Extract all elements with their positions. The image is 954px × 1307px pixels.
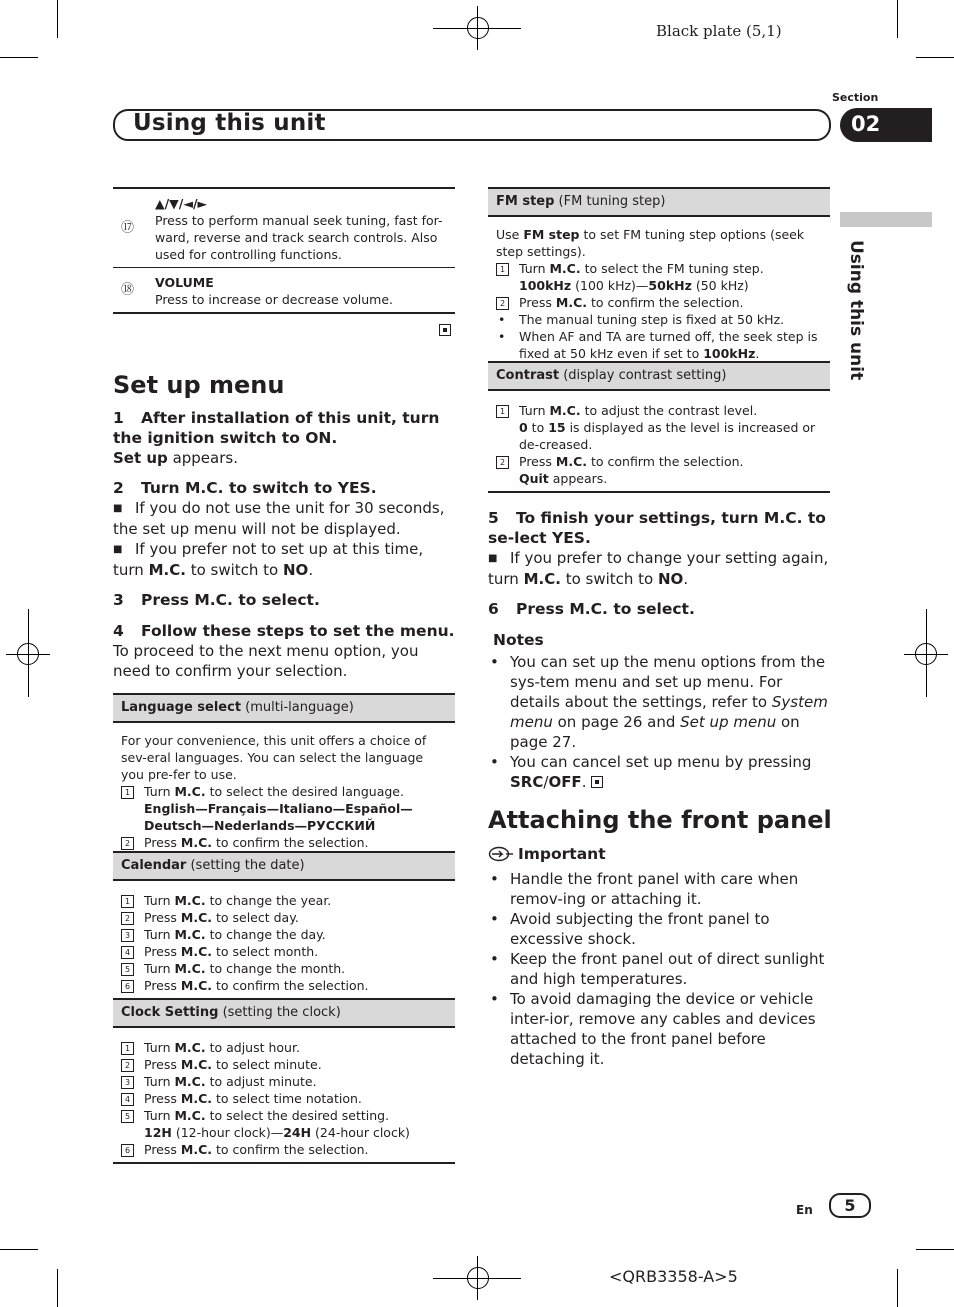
caution-icon (488, 846, 514, 867)
list-item: • Avoid subjecting the front panel to excessive shock. (488, 909, 830, 949)
end-mark-icon (591, 776, 603, 788)
list-item: 1 Turn M.C. to adjust the contrast level. (496, 402, 822, 419)
front-panel-section (488, 844, 830, 1069)
plate-label: Black plate (5,1) (656, 22, 782, 40)
crop-mark (916, 57, 954, 58)
list-item: 1 Turn M.C. to select the desired language. (121, 783, 447, 800)
bullet-item: • When AF and TA are turned off, the seek step is fixed at 50 kHz even if set to 100kHz. (498, 329, 818, 361)
end-mark-icon (439, 320, 451, 339)
crop-mark (916, 1249, 954, 1250)
table-text: Use FM step to set FM tuning step options (seek step settings). (496, 227, 805, 259)
control-name: VOLUME (155, 275, 214, 290)
list-item: 5 Turn M.C. to change the month. (121, 960, 447, 977)
registration-mark (926, 609, 927, 697)
table-header: Contrast (display contrast setting) (488, 361, 830, 391)
page-number: 5 (829, 1193, 871, 1218)
language-code: En (796, 1203, 813, 1217)
contrast-settings-table (488, 361, 830, 493)
registration-mark (477, 6, 478, 50)
contrast-range: 0 to 15 is displayed as the level is increased or de-creased. (519, 420, 816, 452)
front-panel-heading: Attaching the front panel (488, 806, 832, 834)
side-tab-bar (840, 212, 932, 227)
section-number: 02 (851, 112, 881, 136)
list-item: • You can set up the menu options from the sys-tem menu and set up menu. For details about the settings, refer to System menu on page 26 and Set up menu on page 27. (488, 652, 830, 752)
table-header: FM step (FM tuning step) (488, 187, 830, 217)
setup-steps-continued (488, 508, 830, 792)
section-label: Section (832, 91, 879, 104)
notes-list (488, 652, 830, 792)
section-number-tab (840, 108, 932, 142)
table-body (113, 881, 455, 998)
list-item: • Keep the front panel out of direct sunlight and high temperatures. (488, 949, 830, 989)
language-options: English—Français—Italiano—Español— (144, 801, 413, 816)
step-5-note: ■ If you prefer to change your setting again, turn M.C. to switch to NO. (488, 549, 829, 588)
list-item: 4 Press M.C. to select time notation. (121, 1090, 447, 1107)
step-2-heading: 2 Turn M.C. to switch to YES. (113, 479, 377, 497)
list-item: 1 Turn M.C. to adjust hour. (121, 1039, 447, 1056)
controls-table (113, 187, 455, 314)
crop-mark (57, 1269, 58, 1307)
crop-mark (897, 1269, 898, 1307)
list-item: 2 Press M.C. to confirm the selection. (496, 453, 822, 470)
table-body (113, 723, 455, 855)
table-body (113, 1028, 455, 1164)
list-item: 6 Press M.C. to confirm the selection. (121, 1141, 447, 1158)
list-item: 2 Press M.C. to select day. (121, 909, 447, 926)
important-list (488, 869, 830, 1069)
clock-settings-table (113, 998, 455, 1164)
step-1-heading: 1 After installation of this unit, turn the ignition switch to ON. (113, 409, 440, 447)
step-2-note: ■ If you prefer not to set up at this time, turn M.C. to switch to NO. (113, 540, 424, 579)
crop-mark (897, 0, 898, 38)
step-4-text: To proceed to the next menu option, you need to confirm your selection. (113, 642, 419, 680)
step-2-note: ■ If you do not use the unit for 30 seconds, the set up menu will not be displayed. (113, 499, 445, 538)
fm-step-options: 100kHz (100 kHz)—50kHz (50 kHz) (519, 278, 749, 293)
control-number: ⑰ (121, 220, 135, 236)
control-description: Press to perform manual seek tuning, fast for-ward, reverse and track search controls. Also used for controlling functions. (155, 213, 443, 262)
list-item: 6 Press M.C. to confirm the selection. (121, 977, 447, 994)
table-row (113, 189, 455, 268)
list-item: 3 Turn M.C. to change the day. (121, 926, 447, 943)
step-6-heading: 6 Press M.C. to select. (488, 600, 695, 618)
crop-mark (0, 1249, 38, 1250)
crop-mark (57, 0, 58, 38)
step-4-heading: 4 Follow these steps to set the menu. (113, 622, 455, 640)
list-item: 2 Press M.C. to confirm the selection. (121, 834, 447, 851)
fm-step-settings-table (488, 187, 830, 366)
table-header: Clock Setting (setting the clock) (113, 998, 455, 1028)
language-options: Deutsch—Nederlands—РУССКИЙ (144, 818, 376, 833)
bullet-item: • The manual tuning step is fixed at 50 kHz. (498, 312, 785, 327)
step-5-heading: 5 To finish your settings, turn M.C. to se-lect YES. (488, 509, 826, 547)
list-item: • Handle the front panel with care when remov-ing or attaching it. (488, 869, 830, 909)
list-item: 5 Turn M.C. to select the desired setting. (121, 1107, 447, 1124)
crop-mark (0, 57, 38, 58)
list-item: • To avoid damaging the device or vehicle inter-ior, remove any cables and devices attached to the front panel before detaching it. (488, 989, 830, 1069)
list-item: 1 Turn M.C. to select the FM tuning step. (496, 260, 822, 277)
notes-heading: Notes (493, 631, 544, 649)
important-heading: Important (488, 844, 830, 867)
language-settings-table (113, 693, 455, 855)
table-header: Calendar (setting the date) (113, 851, 455, 881)
list-item: 3 Turn M.C. to adjust minute. (121, 1073, 447, 1090)
step-3-heading: 3 Press M.C. to select. (113, 591, 320, 609)
calendar-settings-table (113, 851, 455, 998)
table-body (488, 391, 830, 493)
list-item: 2 Press M.C. to select minute. (121, 1056, 447, 1073)
contrast-result: Quit appears. (519, 471, 608, 486)
table-body (488, 217, 830, 366)
setup-heading: Set up menu (113, 371, 285, 399)
side-tab-label: Using this unit (846, 240, 866, 381)
registration-mark (28, 609, 29, 697)
list-item: • You can cancel set up menu by pressing SRC/OFF. (488, 752, 830, 792)
table-header: Language select (multi-language) (113, 693, 455, 723)
list-item: 4 Press M.C. to select month. (121, 943, 447, 960)
step-1-result: Set up appears. (113, 449, 238, 467)
document-code: <QRB3358-A>5 (609, 1267, 738, 1286)
control-number: ⑱ (121, 282, 135, 298)
table-text: For your convenience, this unit offers a choice of sev-eral languages. You can select the language you pre-fer to use. (121, 733, 427, 782)
table-row (113, 268, 455, 314)
list-item: 2 Press M.C. to confirm the selection. (496, 294, 822, 311)
clock-options: 12H (12-hour clock)—24H (24-hour clock) (144, 1125, 410, 1140)
control-name: ▲/▼/◄/► (155, 196, 208, 211)
page-title: Using this unit (133, 110, 326, 136)
control-description: Press to increase or decrease volume. (155, 292, 393, 307)
section-title-banner (113, 109, 831, 141)
list-item: 1 Turn M.C. to change the year. (121, 892, 447, 909)
registration-mark (477, 1256, 478, 1300)
setup-steps (113, 408, 455, 681)
